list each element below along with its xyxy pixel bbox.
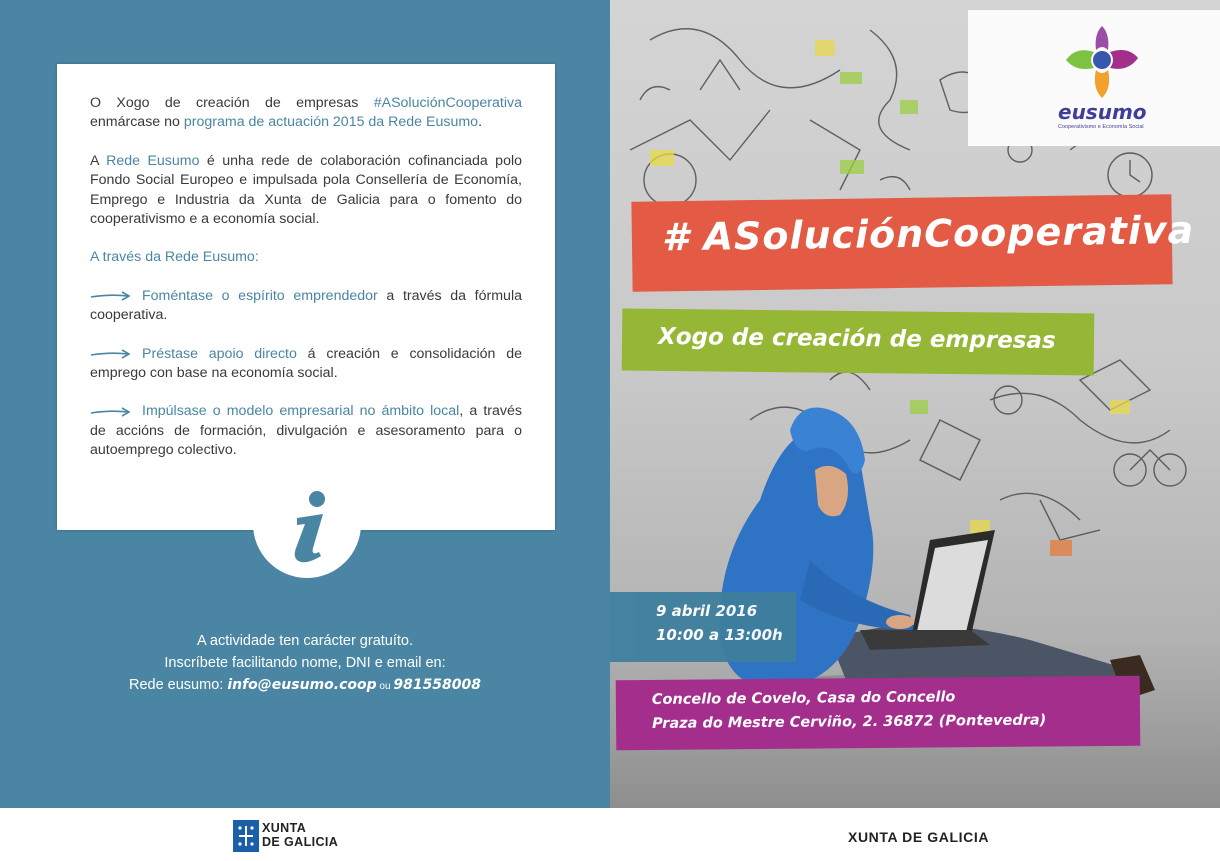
footer xyxy=(0,808,1220,861)
phone-number: 981558008 xyxy=(393,677,482,693)
bullet-item: Foméntase o espírito emprendedor a través da fórmula cooperativa. xyxy=(90,287,522,324)
xunta-logo-right: XUNTA DE GALICIA xyxy=(848,829,990,845)
intro-text-3: . xyxy=(478,114,483,131)
intro-paragraph xyxy=(90,94,522,133)
event-venue: Concello de Covelo, Casa do Concello xyxy=(651,689,956,708)
info-card xyxy=(57,64,555,530)
rede-text-2: é unha rede de colaboración cofinanciada polo Fondo Social Europeo e impulsada pola Consellería de Economía, Emprego e Industria da Xunta de Galicia para o fomento do cooperativismo e a economía social. xyxy=(90,152,523,228)
rede-text: A xyxy=(90,152,107,169)
event-time: 10:00 a 13:00h xyxy=(656,626,783,644)
bullet-item: Préstase apoio directo á creación e consolidación de emprego con base na economía social. xyxy=(90,345,522,382)
hashtag-link: #ASoluciónCooperativa xyxy=(373,95,522,111)
bullet-item: Impúlsase o modelo empresarial no ámbito local, a través de accións de formación, divulgación e asesoramento para o autoemprego colectivo. xyxy=(90,403,522,459)
event-address: Praza do Mestre Cerviño, 2. 36872 (Pontevedra) xyxy=(652,712,1047,732)
hashtag-title: # ASoluciónCooperativa xyxy=(661,207,1195,260)
register-text: Inscríbete facilitando nome, DNI e email en: xyxy=(164,655,446,671)
rede-paragraph xyxy=(90,152,522,230)
eusumo-logo-subtitle: Cooperativismo e Economía Social xyxy=(1058,124,1144,130)
event-date: 9 abril 2016 xyxy=(656,602,758,620)
through-heading: A través da Rede Eusumo: xyxy=(90,249,259,266)
activity-info xyxy=(0,630,610,698)
email-link[interactable]: info@eusumo.coop xyxy=(227,677,377,693)
free-activity-text: A actividade ten carácter gratuíto. xyxy=(196,633,413,649)
intro-text-2: enmárcase no xyxy=(90,114,184,131)
intro-text: O Xogo de creación de empresas xyxy=(90,95,374,111)
date-banner xyxy=(610,592,796,662)
xunta-logo-left: XUNTA DE GALICIA xyxy=(262,821,339,849)
eusumo-logo-text: eusumo xyxy=(1058,100,1147,124)
arrow-icon xyxy=(90,407,132,417)
arrow-icon xyxy=(90,349,132,359)
xunta-emblem-icon xyxy=(233,820,259,852)
contact-line: Rede eusumo: info@eusumo.coop ou 981558008 xyxy=(128,677,482,693)
game-subtitle: Xogo de creación de empresas xyxy=(657,323,1056,355)
left-panel xyxy=(0,0,610,808)
arrow-icon xyxy=(90,291,132,301)
location-banner xyxy=(616,676,1141,751)
info-icon xyxy=(253,470,361,578)
rede-eusumo-link: Rede Eusumo xyxy=(106,152,200,169)
program-link: programa de actuación 2015 da Rede Eusumo xyxy=(183,114,479,131)
poster-panel xyxy=(610,0,1220,808)
